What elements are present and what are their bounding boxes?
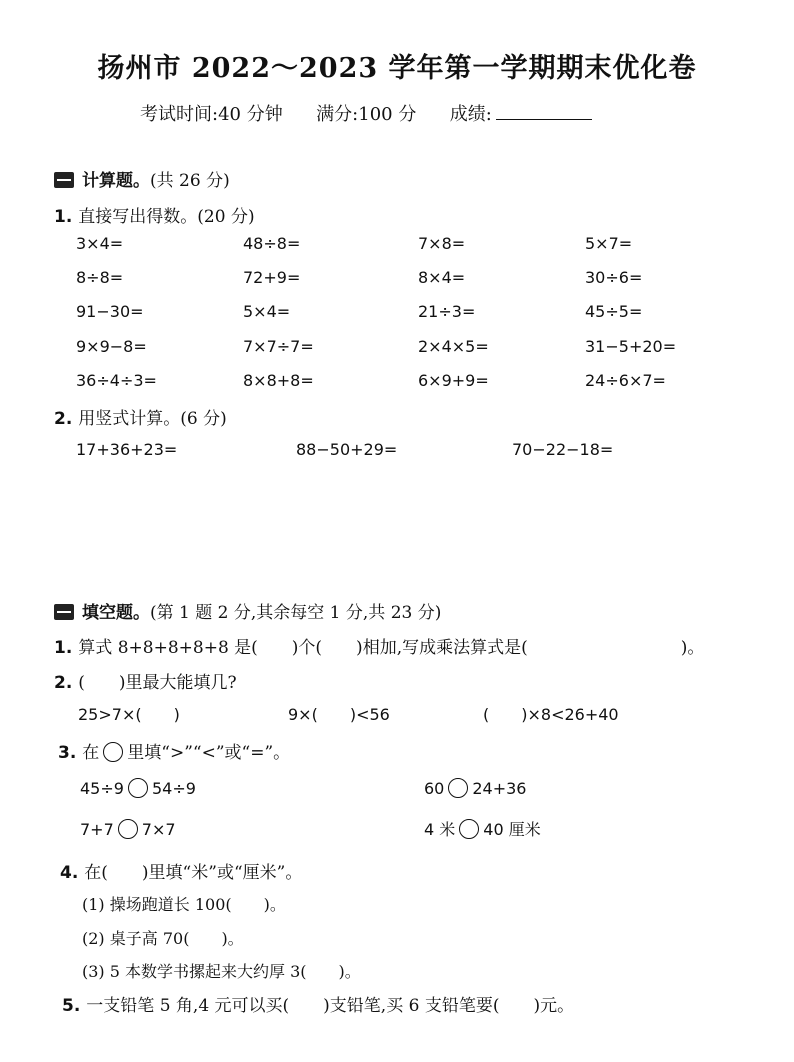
question-1-1: 1. 直接写出得数。(20 分) [54,207,255,227]
fill-item: ( )×8<26+40 [483,705,619,724]
calc-item: 45÷5= [585,302,643,321]
question-1-2: 2. 用竖式计算。(6 分) [54,409,227,429]
compare-item: 4 米 40 厘米 [424,820,541,839]
fill-item: 25>7×( ) [78,705,180,724]
vertical-calc-item: 70−22−18= [512,440,614,459]
section-2-title: 填空题。 [82,603,150,623]
calc-item: 5×7= [585,234,633,253]
calc-item: 9×9−8= [76,337,147,356]
comparison-circle[interactable] [448,778,468,798]
sub-item: (1) 操场跑道长 100( )。 [82,895,286,914]
question-2-1: 1. 算式 8+8+8+8+8 是( )个( )相加,写成乘法算式是( )。 [54,638,705,658]
section-1-heading [54,166,230,191]
calc-item: 2×4×5= [418,337,489,356]
page-title: 扬州市 2022～2023 学年第一学期期末优化卷 [97,53,697,84]
calc-item: 7×7÷7= [243,337,314,356]
question-2-5: 5. 一支铅笔 5 角,4 元可以买( )支铅笔,买 6 支铅笔要( )元。 [62,996,575,1016]
calc-item: 21÷3= [418,302,476,321]
exam-time: 考试时间:40 分钟 [140,104,283,125]
calc-item: 36÷4÷3= [76,371,157,390]
comparison-circle[interactable] [103,742,123,762]
calc-item: 8×4= [418,268,466,287]
calc-item: 5×4= [243,302,291,321]
calc-item: 8÷8= [76,268,124,287]
calc-item: 7×8= [418,234,466,253]
calc-item: 72+9= [243,268,301,287]
section-2-heading [54,598,441,623]
grade-label: 成绩: [449,104,492,125]
vertical-calc-item: 17+36+23= [76,440,178,459]
calc-item: 8×8+8= [243,371,314,390]
section-1-points: (共 26 分) [150,171,230,191]
exam-info [140,100,592,126]
grade-blank[interactable] [496,103,592,120]
section-number-one-icon [54,172,74,188]
compare-item: 60 24+36 [424,779,527,798]
calc-item: 6×9+9= [418,371,489,390]
compare-item: 7+7 7×7 [80,820,176,839]
section-number-two-icon [54,604,74,620]
full-score: 满分:100 分 [316,104,417,125]
comparison-circle[interactable] [118,819,138,839]
calc-item: 91−30= [76,302,144,321]
section-1-title: 计算题。 [82,171,150,191]
question-2-4: 4. 在( )里填“米”或“厘米”。 [60,863,303,883]
calc-item: 3×4= [76,234,124,253]
question-2-2: 2. ( )里最大能填几? [54,673,237,693]
section-2-points: (第 1 题 2 分,其余每空 1 分,共 23 分) [150,603,442,623]
calc-item: 31−5+20= [585,337,677,356]
calc-item: 24÷6×7= [585,371,666,390]
question-2-3: 3. 在 里填“>”“<”或“=”。 [58,743,291,763]
calc-item: 48÷8= [243,234,301,253]
sub-item: (2) 桌子高 70( )。 [82,929,244,948]
calc-item: 30÷6= [585,268,643,287]
vertical-calc-item: 88−50+29= [296,440,398,459]
fill-item: 9×( )<56 [288,705,390,724]
sub-item: (3) 5 本数学书摞起来大约厚 3( )。 [82,962,361,981]
compare-item: 45÷9 54÷9 [80,779,196,798]
comparison-circle[interactable] [128,778,148,798]
comparison-circle[interactable] [459,819,479,839]
